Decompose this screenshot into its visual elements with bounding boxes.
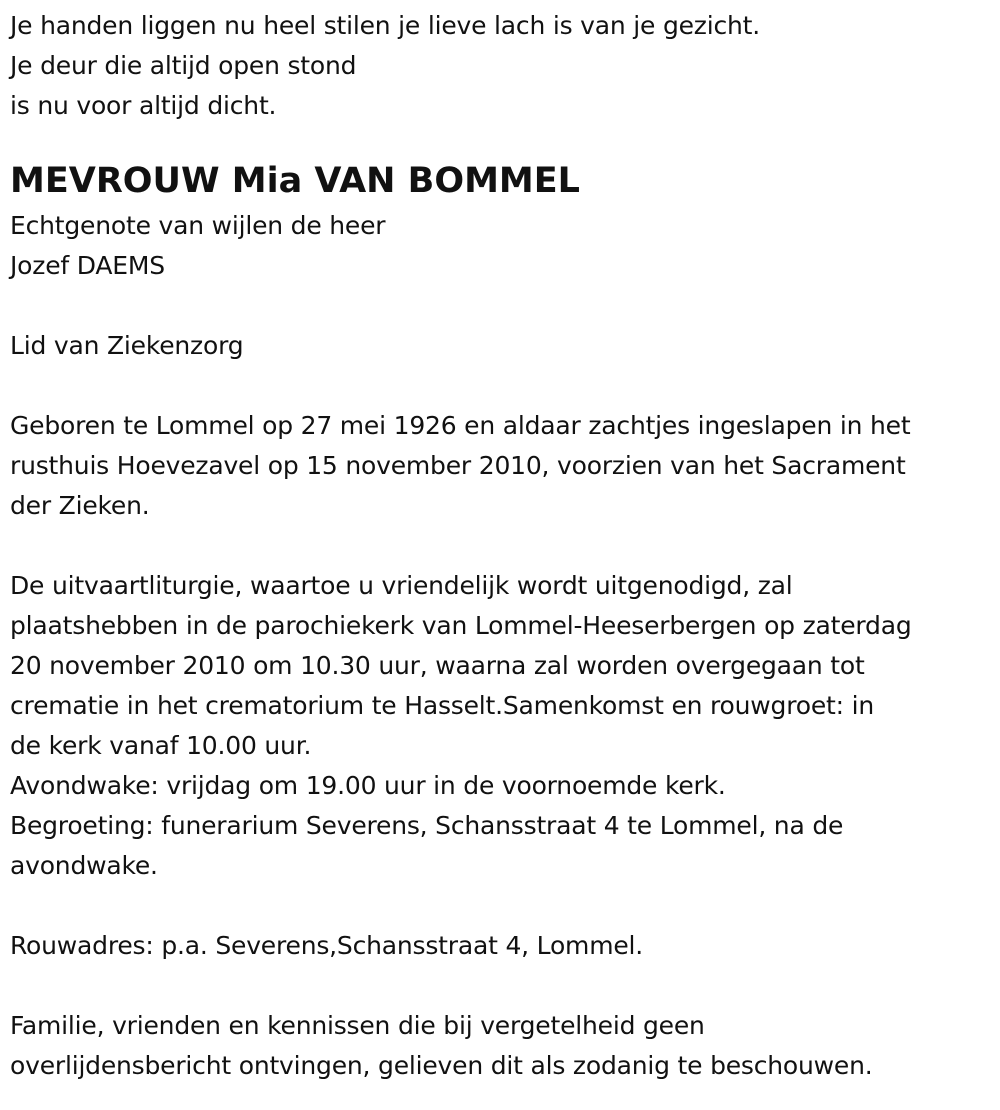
paragraph-line: Geboren te Lommel op 27 mei 1926 en aldaar zachtjes ingeslapen in het xyxy=(10,411,911,440)
paragraph-line: avondwake. xyxy=(10,851,158,880)
spouse-line: Echtgenote van wijlen de heer xyxy=(10,211,386,240)
obituary-notice xyxy=(10,6,995,1086)
deceased-name: MEVROUW Mia VAN BOMMEL xyxy=(10,161,580,201)
poem-line: Je handen liggen nu heel stilen je lieve lach is van je gezicht. xyxy=(10,11,761,40)
spacer xyxy=(10,526,995,566)
mourning-address: Rouwadres: p.a. Severens,Schansstraat 4, Lommel. xyxy=(10,931,644,960)
paragraph-line: De uitvaartliturgie, waartoe u vriendelijk wordt uitgenodigd, zal xyxy=(10,571,793,600)
poem-line: Je deur die altijd open stond xyxy=(10,51,357,80)
paragraph-line: de kerk vanaf 10.00 uur. xyxy=(10,731,312,760)
spacer xyxy=(10,966,995,1006)
spouse-info xyxy=(10,206,995,286)
membership-line: Lid van Ziekenzorg xyxy=(10,331,244,360)
paragraph-line: rusthuis Hoevezavel op 15 november 2010, voorzien van het Sacrament xyxy=(10,451,906,480)
spacer xyxy=(10,286,995,326)
spacer xyxy=(10,366,995,406)
paragraph-line: Familie, vrienden en kennissen die bij vergetelheid geen xyxy=(10,1011,705,1040)
birth-death-paragraph xyxy=(10,406,995,526)
spacer xyxy=(10,126,995,152)
spacer xyxy=(10,886,995,926)
paragraph-line: Begroeting: funerarium Severens, Schansstraat 4 te Lommel, na de xyxy=(10,811,844,840)
paragraph-line: overlijdensbericht ontvingen, gelieven dit als zodanig te beschouwen. xyxy=(10,1051,873,1080)
spouse-line: Jozef DAEMS xyxy=(10,251,165,280)
paragraph-line: der Zieken. xyxy=(10,491,150,520)
paragraph-line: 20 november 2010 om 10.30 uur, waarna zal worden overgegaan tot xyxy=(10,651,865,680)
paragraph-line: plaatshebben in de parochiekerk van Lommel-Heeserbergen op zaterdag xyxy=(10,611,912,640)
paragraph-line: Avondwake: vrijdag om 19.00 uur in de voornoemde kerk. xyxy=(10,771,726,800)
poem-line: is nu voor altijd dicht. xyxy=(10,91,277,120)
funeral-paragraph xyxy=(10,566,995,886)
poem xyxy=(10,6,995,126)
paragraph-line: crematie in het crematorium te Hasselt.Samenkomst en rouwgroet: in xyxy=(10,691,874,720)
closing-paragraph xyxy=(10,1006,995,1086)
